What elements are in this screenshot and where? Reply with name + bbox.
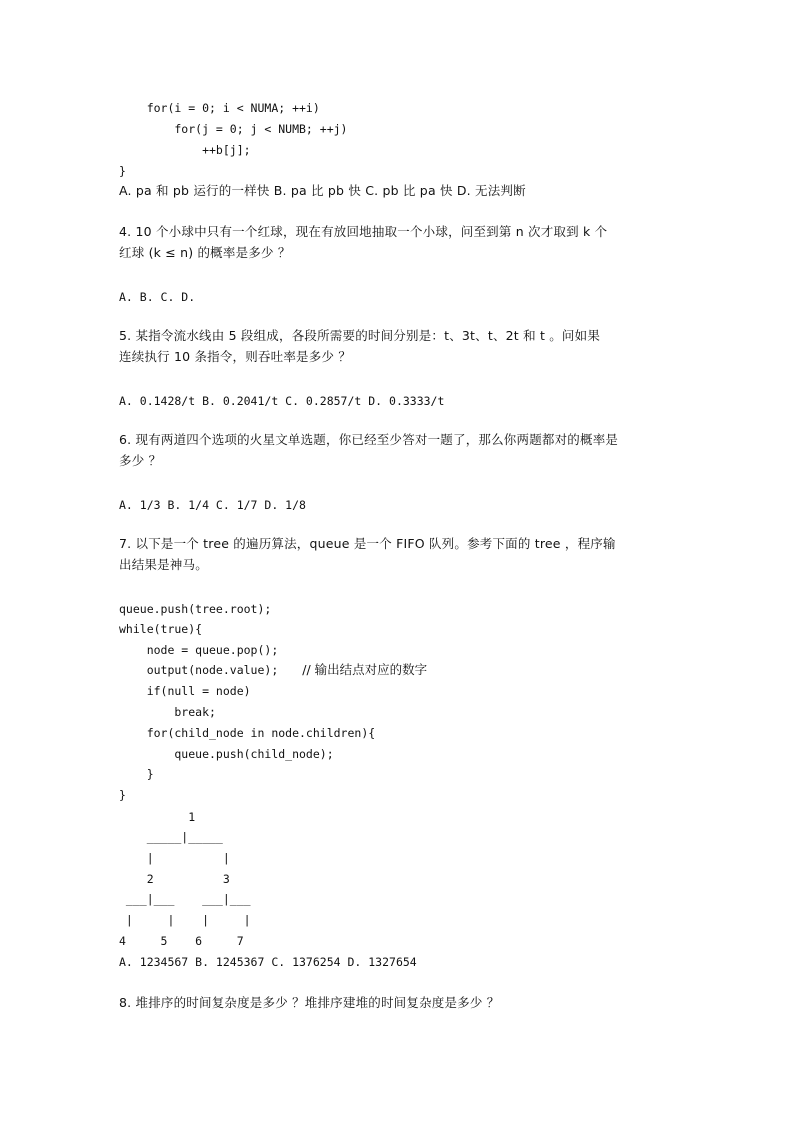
q7-text-line2: 出结果是神马。 <box>119 557 208 572</box>
code-line: break; <box>119 705 216 719</box>
q6-options: A. 1/3 B. 1/4 C. 1/7 D. 1/8 <box>119 498 306 512</box>
tree-diagram-line: 4 5 6 7 <box>119 934 244 948</box>
code-comment: // 输出结点对应的数字 <box>302 662 428 677</box>
q5-text-line1: 5. 某指令流水线由 5 段组成，各段所需要的时间分别是：t、3t、t、2t 和 t 。问如果 <box>119 328 601 343</box>
q4-text-line2: 红球 (k ≤ n) 的概率是多少 ？ <box>119 245 291 260</box>
code-line: while(true){ <box>119 622 203 636</box>
q4-options: A. B. C. D. <box>119 290 196 304</box>
q3-options: A. pa 和 pb 运行的一样快 B. pa 比 pb 快 C. pb 比 pa 快 D. 无法判断 <box>119 183 526 198</box>
code-line: queue.push(tree.root); <box>119 602 272 616</box>
q5-text-line2: 连续执行 10 条指令，则吞吐率是多少 ？ <box>119 349 352 364</box>
tree-diagram-line: ___|___ ___|___ <box>119 892 251 906</box>
code-line: } <box>119 767 154 781</box>
code-text: output(node.value); <box>119 663 279 677</box>
q4-text-line1: 4. 10 个小球中只有一个红球，现在有放回地抽取一个小球，问至到第 n 次才取到 k 个 <box>119 224 608 239</box>
code-line: ++b[j]; <box>119 143 251 157</box>
q7-text-line1: 7. 以下是一个 tree 的遍历算法，queue 是一个 FIFO 队列。参考下面的 tree ，程序输 <box>119 536 616 551</box>
q8-text-line1: 8. 堆排序的时间复杂度是多少 ？堆排序建堆的时间复杂度是多少 ？ <box>119 995 500 1010</box>
tree-diagram-line: 1 <box>119 810 196 824</box>
q6-text-line1: 6. 现有两道四个选项的火星文单选题，你已经至少答对一题了，那么你两题都对的概率是 <box>119 432 619 447</box>
tree-diagram-line: 2 3 <box>119 872 230 886</box>
code-line: node = queue.pop(); <box>119 643 279 657</box>
code-line: for(i = 0; i < NUMA; ++i) <box>119 101 320 115</box>
code-line: for(j = 0; j < NUMB; ++j) <box>119 122 348 136</box>
code-line: } <box>119 788 126 802</box>
code-line <box>119 662 427 678</box>
code-line: } <box>119 164 126 178</box>
code-line: for(child_node in node.children){ <box>119 726 376 740</box>
code-line: queue.push(child_node); <box>119 747 334 761</box>
q7-options: A. 1234567 B. 1245367 C. 1376254 D. 1327654 <box>119 955 417 969</box>
tree-diagram-line: _____|_____ <box>119 830 223 844</box>
q6-text-line2: 多少 ？ <box>119 453 162 468</box>
q5-options: A. 0.1428/t B. 0.2041/t C. 0.2857/t D. 0.3333/t <box>119 394 445 408</box>
code-line: if(null = node) <box>119 684 251 698</box>
tree-diagram-line: | | <box>119 851 230 865</box>
tree-diagram-line: | | | | <box>119 913 251 927</box>
